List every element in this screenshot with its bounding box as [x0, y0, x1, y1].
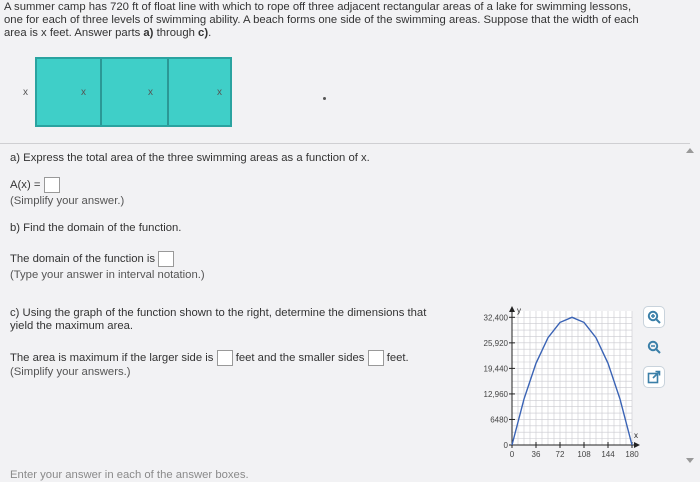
- swimming-area-figure: [10, 52, 250, 134]
- figure-x-label-3: x: [148, 87, 153, 98]
- smaller-sides-input[interactable]: [368, 350, 384, 366]
- problem-line-3: area is x feet. Answer parts a) through c).: [4, 27, 212, 39]
- y-axis-arrow: [509, 306, 515, 312]
- pool-divider-2: [167, 59, 169, 125]
- part-c-prompt-line-1: c) Using the graph of the function shown to the right, determine the dimensions that: [10, 307, 427, 319]
- y-tick-label: 6480: [490, 415, 508, 425]
- zoom-out-icon: [647, 340, 661, 354]
- problem-line-1: A summer camp has 720 ft of float line with which to rope off three adjacent rectangular areas of a lake for swimming lessons,: [4, 1, 632, 13]
- part-c-answer-row: [10, 350, 409, 366]
- y-tick-label: 32,400: [483, 313, 508, 323]
- area-function-graph: [462, 305, 642, 463]
- x-axis-arrow: [634, 442, 640, 448]
- part-c-label-1: The area is maximum if the larger side is: [10, 351, 214, 364]
- problem-line-2: one for each of three levels of swimming ability. A beach forms one side of the swimming areas. Suppose that the width of each: [4, 14, 639, 26]
- external-link-icon: [647, 370, 661, 384]
- y-tick-label: 0: [503, 441, 508, 450]
- figure-x-label-2: x: [81, 87, 86, 98]
- y-tick-label: 12,960: [483, 389, 508, 399]
- scroll-down-arrow[interactable]: [686, 458, 694, 463]
- part-b-prompt: b) Find the domain of the function.: [10, 222, 182, 234]
- open-external-button[interactable]: [643, 366, 665, 388]
- section-divider: [0, 143, 690, 144]
- zoom-in-button[interactable]: [643, 306, 665, 328]
- pool-rectangle: [35, 57, 232, 127]
- zoom-in-icon: [647, 310, 661, 324]
- stray-dot: [323, 97, 326, 100]
- part-a-prompt: a) Express the total area of the three swimming areas as a function of x.: [10, 152, 370, 164]
- part-c-label-2: feet and the smaller sides: [235, 351, 365, 364]
- problem-statement: [4, 1, 694, 40]
- x-tick-label: 144: [601, 450, 615, 459]
- part-b-label: The domain of the function is: [10, 252, 156, 265]
- x-tick-label: 108: [577, 450, 591, 459]
- scroll-up-arrow[interactable]: [686, 148, 694, 153]
- x-tick-label: 36: [531, 450, 541, 459]
- part-c-label-3: feet.: [386, 351, 409, 364]
- pool-divider-1: [100, 59, 102, 125]
- larger-side-input[interactable]: [217, 350, 233, 366]
- part-c-prompt-line-2: yield the maximum area.: [10, 320, 134, 332]
- x-tick-label: 0: [509, 450, 515, 459]
- y-tick-label: 25,920: [483, 338, 508, 348]
- y-tick-label: 19,440: [483, 364, 508, 374]
- part-a-hint: (Simplify your answer.): [10, 195, 125, 207]
- figure-x-label-1: x: [23, 87, 28, 98]
- part-b-hint: (Type your answer in interval notation.): [10, 269, 205, 281]
- x-tick-label: 180: [625, 450, 639, 459]
- area-function-input[interactable]: [44, 177, 60, 193]
- x-tick-label: 72: [555, 450, 565, 459]
- part-c-hint: (Simplify your answers.): [10, 366, 131, 378]
- figure-x-label-4: x: [217, 87, 222, 98]
- y-axis-label: y: [517, 306, 521, 315]
- part-b-answer-row: [10, 251, 174, 267]
- part-a-answer-row: [10, 177, 60, 193]
- x-axis-label: x: [634, 431, 638, 440]
- footer-instruction: Enter your answer in each of the answer boxes.: [10, 469, 249, 481]
- part-a-label: A(x) =: [10, 178, 41, 191]
- zoom-out-button[interactable]: [643, 336, 665, 358]
- domain-input[interactable]: [158, 251, 174, 267]
